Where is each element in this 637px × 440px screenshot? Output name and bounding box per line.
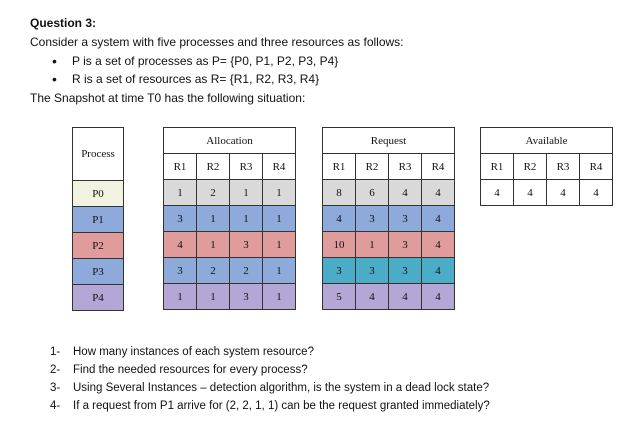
allocation-cell: 3 — [230, 232, 263, 258]
question-number: 2- — [50, 364, 61, 376]
question-item — [50, 361, 490, 379]
allocation-cell: 1 — [230, 206, 263, 232]
resource-header: R1 — [164, 154, 197, 180]
request-cell: 1 — [356, 232, 389, 258]
request-cell: 5 — [323, 284, 356, 310]
allocation-cell: 4 — [164, 232, 197, 258]
process-cell: P1 — [73, 207, 124, 233]
allocation-cell: 2 — [197, 258, 230, 284]
resource-set-item: • R is a set of resources as R= {R1, R2, R3, R4} — [52, 70, 338, 88]
question-number: 3- — [50, 382, 61, 394]
request-table — [322, 127, 455, 310]
request-cell: 4 — [389, 180, 422, 206]
allocation-title: Allocation — [164, 128, 296, 154]
request-cell: 4 — [389, 284, 422, 310]
allocation-cell: 1 — [164, 284, 197, 310]
request-cell: 8 — [323, 180, 356, 206]
resource-header: R4 — [580, 154, 613, 180]
resource-header: R1 — [323, 154, 356, 180]
allocation-cell: 3 — [164, 206, 197, 232]
process-cell: P0 — [73, 181, 124, 207]
process-header: Process — [73, 128, 124, 181]
question-text: How many instances of each system resource? — [73, 346, 314, 358]
process-cell: P2 — [73, 233, 124, 259]
allocation-cell: 1 — [263, 258, 296, 284]
available-cell: 4 — [514, 180, 547, 206]
allocation-cell: 1 — [263, 180, 296, 206]
question-number: 4- — [50, 400, 61, 412]
allocation-cell: 1 — [263, 232, 296, 258]
request-cell: 6 — [356, 180, 389, 206]
resource-header: R1 — [481, 154, 514, 180]
resource-header: R2 — [514, 154, 547, 180]
question-item — [50, 379, 490, 397]
request-cell: 4 — [422, 232, 455, 258]
allocation-cell: 2 — [230, 258, 263, 284]
question-item — [50, 397, 490, 415]
request-cell: 4 — [422, 206, 455, 232]
question-text: If a request from P1 arrive for (2, 2, 1, 1) can be the request granted immediately? — [73, 400, 490, 412]
resource-header: R4 — [263, 154, 296, 180]
request-cell: 3 — [356, 206, 389, 232]
allocation-cell: 2 — [197, 180, 230, 206]
request-cell: 4 — [356, 284, 389, 310]
allocation-cell: 1 — [230, 180, 263, 206]
question-title: Question 3: — [30, 16, 97, 30]
request-title: Request — [323, 128, 455, 154]
resource-header: R2 — [197, 154, 230, 180]
request-cell: 3 — [356, 258, 389, 284]
resource-header: R2 — [356, 154, 389, 180]
allocation-cell: 1 — [263, 284, 296, 310]
available-table — [480, 127, 613, 206]
definition-list — [52, 52, 338, 88]
snapshot-caption: The Snapshot at time T0 has the following situation: — [30, 91, 306, 105]
request-cell: 4 — [422, 258, 455, 284]
resource-header: R3 — [230, 154, 263, 180]
available-cell: 4 — [580, 180, 613, 206]
request-cell: 3 — [389, 258, 422, 284]
request-cell: 3 — [389, 232, 422, 258]
question-number: 1- — [50, 346, 61, 358]
request-cell: 10 — [323, 232, 356, 258]
allocation-table — [163, 127, 296, 310]
request-cell: 3 — [323, 258, 356, 284]
allocation-cell: 1 — [263, 206, 296, 232]
available-cell: 4 — [481, 180, 514, 206]
resource-header: R4 — [422, 154, 455, 180]
process-table — [72, 127, 124, 311]
question-text: Find the needed resources for every process? — [73, 364, 308, 376]
request-cell: 3 — [389, 206, 422, 232]
process-set-item: • P is a set of processes as P= {P0, P1, P2, P3, P4} — [52, 52, 338, 70]
request-cell: 4 — [422, 284, 455, 310]
question-text: Using Several Instances – detection algorithm, is the system in a dead lock state? — [73, 382, 490, 394]
allocation-cell: 3 — [164, 258, 197, 284]
allocation-cell: 1 — [197, 206, 230, 232]
allocation-cell: 1 — [164, 180, 197, 206]
request-cell: 4 — [323, 206, 356, 232]
question-intro: Consider a system with five processes and three resources as follows: — [30, 35, 404, 49]
allocation-cell: 1 — [197, 232, 230, 258]
process-cell: P3 — [73, 259, 124, 285]
question-list — [50, 343, 490, 415]
available-cell: 4 — [547, 180, 580, 206]
resource-header: R3 — [547, 154, 580, 180]
resource-header: R3 — [389, 154, 422, 180]
request-cell: 4 — [422, 180, 455, 206]
process-cell: P4 — [73, 285, 124, 311]
question-item — [50, 343, 490, 361]
allocation-cell: 3 — [230, 284, 263, 310]
available-title: Available — [481, 128, 613, 154]
allocation-cell: 1 — [197, 284, 230, 310]
